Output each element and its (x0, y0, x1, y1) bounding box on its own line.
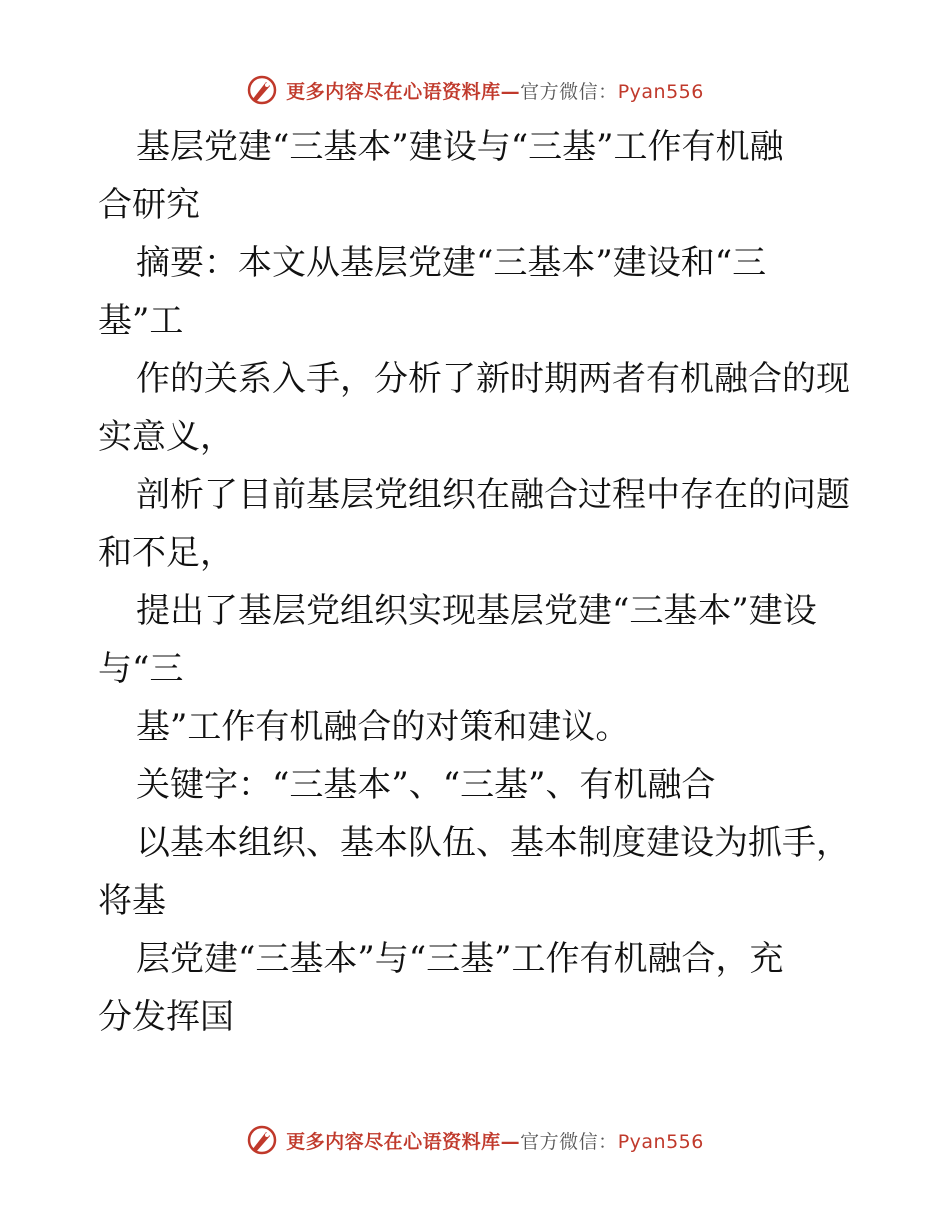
document-line (98, 698, 858, 756)
document-line (98, 640, 858, 698)
line-text: 分发挥国 (98, 997, 234, 1037)
banner-title: 更多内容尽在心语资料库 (286, 1130, 501, 1153)
line-text: 将基 (98, 881, 166, 921)
document-body (98, 118, 858, 1046)
footer-banner (0, 1120, 950, 1160)
line-text: 合研究 (98, 185, 200, 225)
header-banner (0, 70, 950, 110)
line-text: 与“三 (98, 649, 184, 689)
document-line (98, 872, 858, 930)
document-line (98, 176, 858, 234)
wechat-id: Pyan556 (617, 1130, 704, 1153)
document-line (98, 756, 858, 814)
document-line (98, 466, 858, 524)
document-line (98, 988, 858, 1046)
wechat-label: 官方微信： (520, 1130, 618, 1153)
line-text: 关键字：“三基本”、“三基”、有机融合 (136, 765, 716, 805)
banner-separator: — (500, 1130, 521, 1153)
document-line (98, 118, 858, 176)
line-text: 作的关系入手，分析了新时期两者有机融合的现 (136, 359, 850, 399)
banner-text (286, 77, 704, 104)
line-text: 摘要：本文从基层党建“三基本”建设和“三 (136, 243, 767, 283)
document-line (98, 234, 858, 292)
document-line (98, 408, 858, 466)
line-text: 提出了基层党组织实现基层党建“三基本”建设 (136, 591, 817, 631)
wechat-id: Pyan556 (617, 80, 704, 103)
line-text: 和不足， (98, 533, 234, 573)
line-text: 基层党建“三基本”建设与“三基”工作有机融 (136, 127, 784, 167)
wechat-label: 官方微信： (520, 80, 618, 103)
banner-separator: — (500, 80, 521, 103)
document-line (98, 292, 858, 350)
line-text: 基”工作有机融合的对策和建议。 (136, 707, 630, 747)
pen-nib-logo-icon (246, 1124, 278, 1156)
document-line (98, 814, 858, 872)
line-text: 以基本组织、基本队伍、基本制度建设为抓手， (136, 823, 850, 863)
document-line (98, 524, 858, 582)
line-text: 层党建“三基本”与“三基”工作有机融合，充 (136, 939, 784, 979)
line-text: 实意义， (98, 417, 234, 457)
line-text: 基”工 (98, 301, 184, 341)
document-line (98, 582, 858, 640)
line-text: 剖析了目前基层党组织在融合过程中存在的问题 (136, 475, 850, 515)
document-line (98, 350, 858, 408)
document-line (98, 930, 858, 988)
banner-text (286, 1127, 704, 1154)
banner-title: 更多内容尽在心语资料库 (286, 80, 501, 103)
pen-nib-logo-icon (246, 74, 278, 106)
